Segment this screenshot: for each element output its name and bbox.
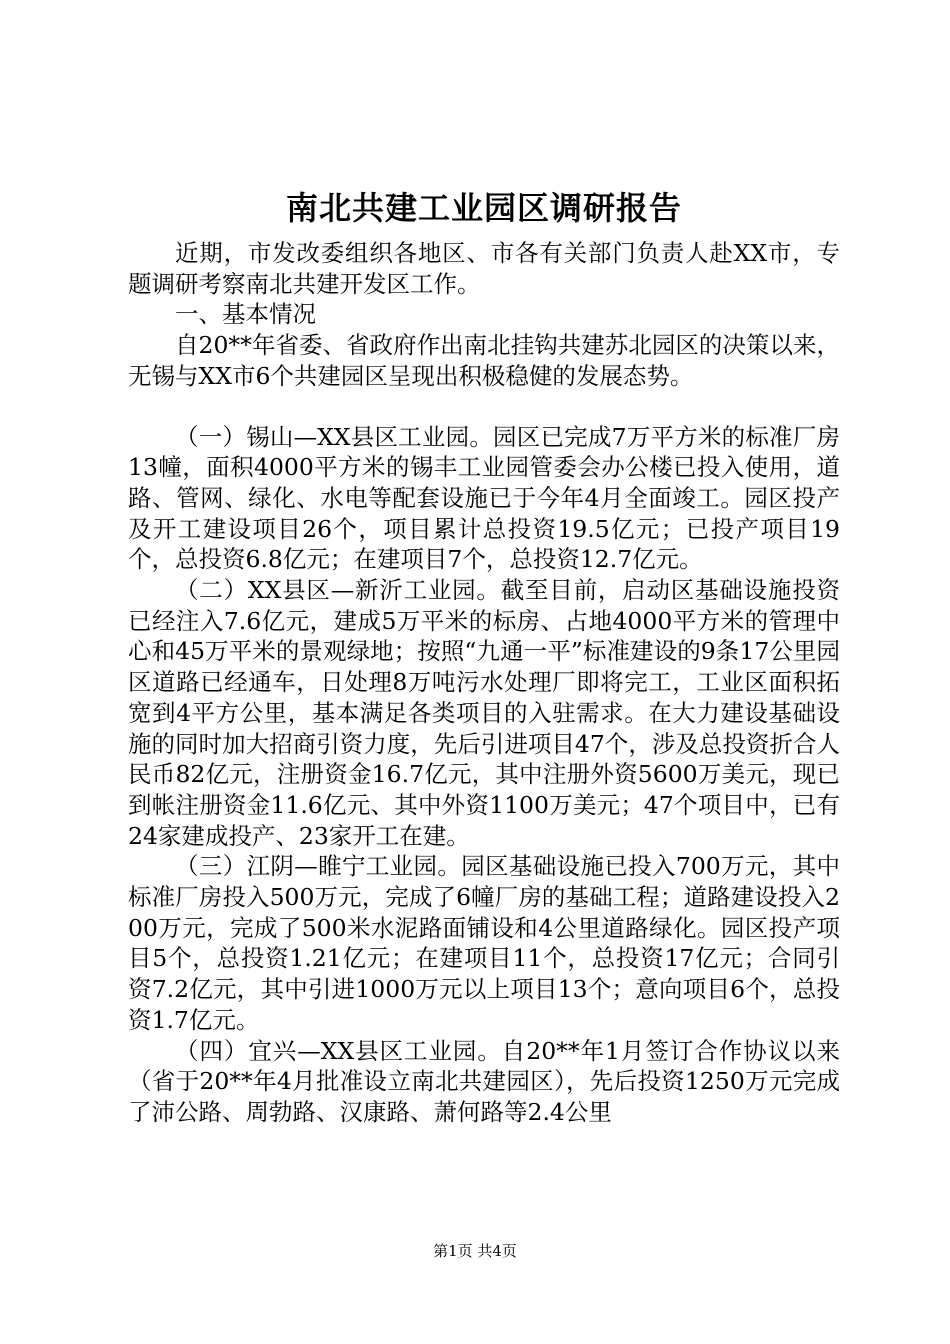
paragraph-park-3: （三）江阴—睢宁工业园。园区基础设施已投入700万元，其中标准厂房投入500万元，完成了6幢厂房的基础工程；道路建设投入200万元，完成了500米水泥路面铺设和4公里道路绿化。园区投产项目5个，总投资1.21亿元；在建项目11个，总投资17亿元；合同引资7.2亿元，其中引进1000万元以上项目13个；意向项目6个，总投资1.7亿元。 [128,852,840,1034]
document-title: 南北共建工业园区调研报告 [285,189,682,227]
paragraph-park-4: （四）宜兴—XX县区工业园。自20**年1月签订合作协议以来（省于20**年4月批准设立南北共建园区），先后投资1250万元完成了沛公路、周勃路、汉康路、萧何路等2.4公里 [128,1036,840,1126]
section-heading-basic-situation: 一、基本情况 [175,300,316,329]
paragraph-park-1: （一）锡山—XX县区工业园。园区已完成7万平方米的标准厂房13幢，面积4000平方米的锡丰工业园管委会办公楼已投入使用，道路、管网、绿化、水电等配套设施已于今年4月全面竣工。园区投产及开工建设项目26个，项目累计总投资19.5亿元；已投产项目19个，总投资6.8亿元；在建项目7个，总投资12.7亿元。 [128,422,840,574]
document-body [128,238,840,1128]
paragraph-intro: 近期，市发改委组织各地区、市各有关部门负责人赴XX市，专题调研考察南北共建开发区工作。 [128,239,840,298]
paragraph-overview: 自20**年省委、省政府作出南北挂钩共建苏北园区的决策以来，无锡与XX市6个共建园区呈现出积极稳健的发展态势。 [128,331,840,390]
document-page [128,0,840,1344]
page-footer: 第1页 共4页 [433,1242,517,1260]
paragraph-park-2: （二）XX县区—新沂工业园。截至目前，启动区基础设施投资已经注入7.6亿元，建成5万平米的标房、占地4000平方米的管理中心和45万平米的景观绿地；按照“九通一平”标准建设的9条17公里园区道路已经通车，日处理8万吨污水处理厂即将完工，工业区面积拓宽到4平方公里，基本满足各类项目的入驻需求。在大力建设基础设施的同时加大招商引资力度，先后引进项目47个，涉及总投资折合人民币82亿元，注册资金16.7亿元，其中注册外资5600万美元，现已到帐注册资金11.6亿元、其中外资1100万美元；47个项目中，已有24家建成投产、23家开工在建。 [128,576,840,850]
